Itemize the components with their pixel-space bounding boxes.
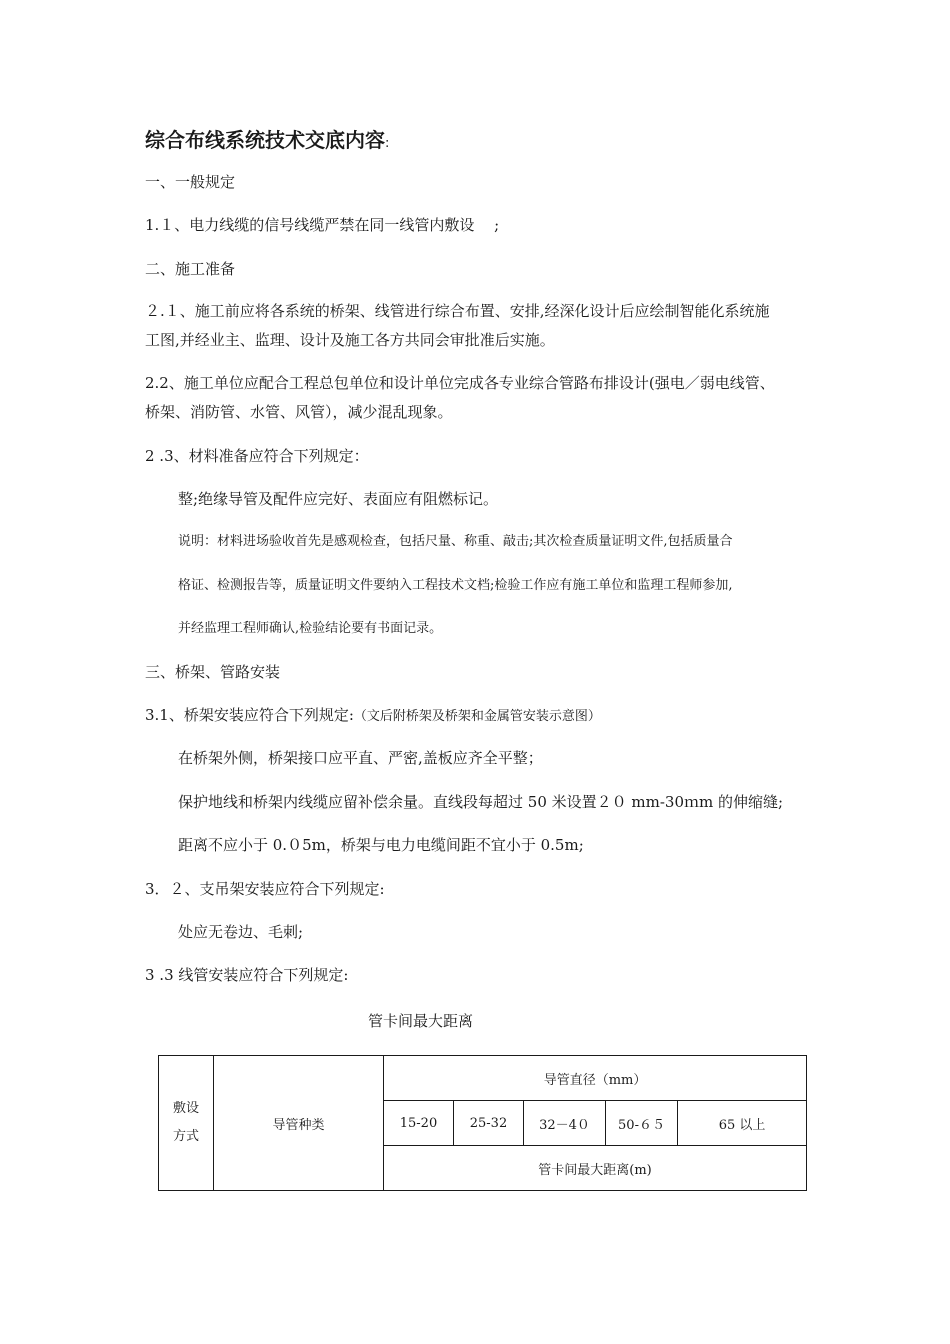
- clause-3-2: 3．２、支吊架安装应符合下列规定:: [145, 880, 385, 898]
- note-line-2: 格证、检测报告等，质量证明文件要纳入工程技术文档;检验工作应有施工单位和监理工程师参加,: [178, 578, 733, 593]
- section-2-heading: 二、施工准备: [145, 260, 236, 278]
- clause-2-2-line2: 桥架、消防管、水管、风管），减少混乱现象。: [145, 403, 453, 421]
- pipe-clamp-table: [158, 1055, 807, 1191]
- method-header-line2: 方式: [172, 1129, 199, 1144]
- clause-3-1-item-3: 距离不应小于 0.０5m，桥架与电力电缆间距不宜小于 0.5m;: [178, 836, 584, 854]
- diameter-cell: 50-６５: [606, 1101, 678, 1146]
- method-header-line1: 敷设: [172, 1101, 199, 1116]
- clause-2-1-line2: 工图,并经业主、监理、设计及施工各方共同会审批准后实施。: [145, 331, 555, 349]
- clause-3-1-item-1: 在桥架外侧，桥架接口应平直、严密,盖板应齐全平整；: [178, 749, 543, 767]
- clause-1-1: 1.１、电力线缆的信号线缆严禁在同一线管内敷设 ;: [145, 216, 500, 234]
- clause-3-1-item-2: 保护地线和桥架内线缆应留补偿余量。直线段每超过 50 米设置２０ mm-30ｍm 的伸缩缝;: [178, 793, 784, 811]
- clause-2-3: 2 .3、材料准备应符合下列规定：: [145, 447, 369, 465]
- clause-2-2-line1: 2.2、施工单位应配合工程总包单位和设计单位完成各专业综合管路布排设计(强电／弱电线管、: [145, 374, 775, 392]
- document-title: 综合布线系统技术交底内容:: [145, 128, 390, 152]
- method-header-cell: [159, 1056, 214, 1191]
- section-1-heading: 一、一般规定: [145, 173, 236, 191]
- diameter-cell: 65 以上: [678, 1101, 807, 1146]
- clause-2-3-item: 整;绝缘导管及配件应完好、表面应有阻燃标记。: [178, 490, 499, 508]
- clause-3-1: 3.1、桥架安装应符合下列规定:（文后附桥架及桥架和金属管安装示意图）: [145, 706, 601, 724]
- diameter-cell: 25-32: [454, 1101, 524, 1146]
- spacing-header: 管卡间最大距离(m): [384, 1146, 807, 1191]
- clause-3-3: 3 .3 线管安装应符合下列规定:: [145, 966, 349, 984]
- clause-2-1-line1: ２.１、施工前应将各系统的桥架、线管进行综合布置、安排,经深化设计后应绘制智能化系统施: [145, 302, 770, 320]
- pipe-type-header: 导管种类: [214, 1056, 384, 1191]
- diameter-cell: 15-20: [384, 1101, 454, 1146]
- diameter-header: 导管直径（mm）: [384, 1056, 807, 1101]
- table-caption: 管卡间最大距离: [368, 1012, 474, 1030]
- note-line-3: 并经监理工程师确认,检验结论要有书面记录。: [178, 621, 443, 636]
- section-3-heading: 三、桥架、管路安装: [145, 663, 281, 681]
- note-line-1: 说明：材料进场验收首先是感观检查，包括尺量、称重、敲击;其次检查质量证明文件,包括质量合: [178, 534, 733, 549]
- diameter-cell: 32－4０: [524, 1101, 606, 1146]
- clause-3-2-item: 处应无卷边、毛刺;: [178, 923, 304, 941]
